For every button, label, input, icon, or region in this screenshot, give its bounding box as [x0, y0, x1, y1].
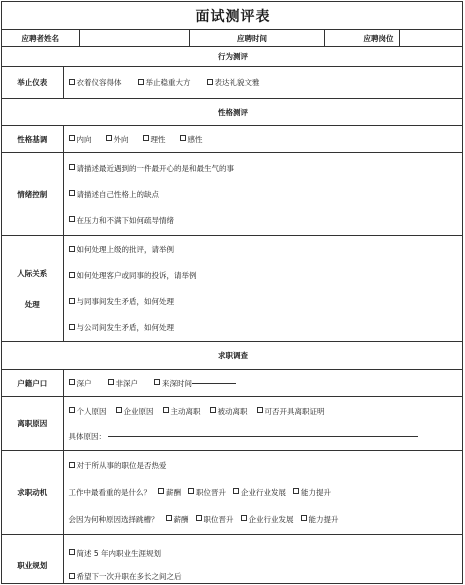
manner-content — [63, 67, 463, 99]
option-label: 表达礼貌文雅 — [214, 78, 260, 87]
residence-option[interactable] — [154, 378, 236, 389]
question-text: 简述 5 年内职业生涯规划 — [76, 548, 162, 558]
leaving-option[interactable] — [257, 406, 325, 417]
question-text: 请描述自己性格上的缺点 — [76, 189, 159, 199]
emotion-question[interactable] — [69, 189, 462, 200]
section-behavior: 行为测评 — [2, 47, 463, 67]
emotion-label: 情绪控制 — [2, 153, 63, 236]
checkbox-icon — [69, 462, 75, 468]
checkbox-icon — [69, 407, 75, 413]
option-label: 企业行业发展 — [248, 514, 294, 524]
checkbox-icon — [301, 515, 307, 521]
option-label: 企业原因 — [123, 406, 154, 416]
career-content — [63, 535, 463, 585]
option-label: 薪酬 — [173, 514, 189, 524]
question-text: 会因为何种原因选择跳槽？ — [68, 514, 159, 524]
checkbox-icon — [188, 488, 194, 494]
checkbox-icon — [106, 135, 112, 141]
leaving-label: 离职原因 — [2, 397, 63, 451]
checkbox-icon — [69, 272, 75, 278]
relations-question[interactable] — [69, 244, 462, 255]
checkbox-icon — [293, 488, 299, 494]
emotion-content — [63, 153, 463, 236]
relations-question[interactable] — [69, 270, 462, 281]
question-text: 与公司间发生矛盾，如何处理 — [76, 323, 174, 332]
detail-reason-blank[interactable] — [108, 436, 418, 437]
checkbox-icon — [69, 79, 75, 85]
leaving-content — [63, 397, 463, 451]
checkbox-icon — [180, 135, 186, 141]
form-table — [2, 2, 463, 584]
checkbox-icon — [69, 379, 75, 385]
option-label: 企业行业发展 — [241, 487, 286, 497]
option-label: 内向 — [76, 134, 92, 144]
relations-question[interactable] — [69, 322, 462, 333]
question-text: 如何处理客户或同事的投诉，请举例 — [76, 271, 197, 280]
option-label: 感性 — [187, 134, 203, 144]
checkbox-icon — [69, 135, 75, 141]
checkbox-icon — [138, 79, 144, 85]
question-text: 工作中最看重的是什么？ — [68, 487, 151, 497]
option-label: 理性 — [150, 134, 166, 144]
option-label: 能力提升 — [301, 487, 331, 497]
relations-question[interactable] — [69, 296, 462, 307]
checkbox-icon — [69, 246, 75, 252]
manner-option[interactable] — [207, 77, 260, 88]
checkbox-icon — [166, 515, 172, 521]
interview-time-field[interactable] — [324, 30, 399, 47]
manner-option[interactable] — [69, 77, 122, 88]
motivation-label: 求职动机 — [2, 451, 63, 535]
question-text: 请描述最近遇到的一件最开心的是和最生气的事 — [76, 163, 234, 173]
career-question[interactable] — [69, 548, 462, 559]
option-label: 职位晋升 — [196, 487, 226, 497]
option-label: 个人原因 — [76, 406, 107, 416]
option-label: 来深时间 — [162, 378, 192, 388]
residence-content — [63, 370, 463, 397]
leaving-option[interactable] — [163, 406, 201, 417]
question-text: 希望下一次升职在多长之间之后 — [76, 572, 182, 582]
section-job: 求职调查 — [2, 342, 463, 370]
arrival-time-blank[interactable] — [192, 383, 236, 384]
applicant-name-field[interactable] — [79, 30, 189, 47]
option-label: 可否开具离职证明 — [264, 406, 325, 416]
emotion-question[interactable] — [69, 163, 462, 174]
checkbox-icon — [69, 164, 75, 170]
factor-option[interactable] — [293, 487, 331, 498]
relations-label-line2: 处理 — [24, 299, 40, 309]
option-label: 举止稳重大方 — [145, 78, 191, 87]
checkbox-icon — [163, 407, 169, 413]
leaving-option[interactable] — [116, 406, 154, 417]
checkbox-icon — [69, 298, 75, 304]
checkbox-icon — [241, 515, 247, 521]
relations-label-line1: 人际关系 — [17, 268, 48, 278]
relations-content — [63, 236, 463, 342]
factor-option[interactable] — [301, 514, 339, 525]
option-label: 主动离职 — [170, 406, 201, 416]
temperament-content — [63, 126, 463, 153]
evaluation-form — [1, 1, 463, 584]
factor-option[interactable] — [158, 487, 181, 498]
checkbox-icon — [108, 379, 114, 385]
position-field[interactable] — [399, 30, 463, 47]
leaving-option[interactable] — [210, 406, 248, 417]
checkbox-icon — [116, 407, 122, 413]
checkbox-icon — [207, 79, 213, 85]
factor-option[interactable] — [233, 487, 286, 498]
checkbox-icon — [143, 135, 149, 141]
temperament-label: 性格基调 — [2, 126, 63, 153]
question-text: 对于所从事的职位是否热爱 — [76, 461, 167, 470]
question-text: 在压力和不满下如何疏导情绪 — [76, 215, 174, 225]
motivation-question[interactable] — [69, 460, 462, 471]
residence-option[interactable] — [108, 378, 139, 389]
relations-label — [2, 236, 63, 342]
temperament-option[interactable] — [180, 134, 203, 145]
temperament-option[interactable] — [106, 134, 129, 145]
manner-option[interactable] — [138, 77, 191, 88]
motivation-content — [63, 451, 463, 535]
factor-option[interactable] — [241, 514, 294, 525]
temperament-option[interactable] — [143, 134, 166, 145]
checkbox-icon — [69, 216, 75, 222]
career-question[interactable] — [69, 571, 462, 582]
temperament-option[interactable] — [69, 134, 92, 145]
applicant-name-label: 应聘者姓名 — [2, 30, 79, 47]
residence-label: 户籍户口 — [2, 370, 63, 397]
checkbox-icon — [257, 407, 263, 413]
option-label: 职位晋升 — [203, 514, 234, 524]
checkbox-icon — [69, 549, 75, 555]
checkbox-icon — [154, 379, 160, 385]
interview-time-label: 应聘时间 — [234, 30, 324, 47]
career-label: 职业规划 — [2, 535, 63, 585]
factor-option[interactable] — [196, 514, 234, 525]
detail-reason-label: 具体原因： — [68, 431, 106, 441]
option-label: 被动离职 — [217, 406, 248, 416]
checkbox-icon — [158, 488, 164, 494]
leaving-option[interactable] — [69, 406, 107, 417]
checkbox-icon — [210, 407, 216, 413]
residence-option[interactable] — [69, 378, 92, 389]
emotion-question[interactable] — [69, 215, 462, 226]
checkbox-icon — [196, 515, 202, 521]
option-label: 外向 — [113, 134, 129, 144]
option-label: 非深户 — [115, 378, 138, 388]
factor-option[interactable] — [188, 487, 226, 498]
option-label: 能力提升 — [308, 514, 339, 524]
option-label: 衣着仪容得体 — [76, 78, 122, 87]
checkbox-icon — [69, 190, 75, 196]
checkbox-icon — [69, 573, 75, 579]
question-text: 如何处理上级的批评，请举例 — [76, 245, 174, 254]
position-label: 应聘岗位 — [363, 34, 394, 43]
checkbox-icon — [233, 488, 239, 494]
time-label-spacer — [189, 30, 234, 47]
factor-option[interactable] — [166, 514, 189, 525]
section-personality: 性格测评 — [2, 99, 463, 126]
option-label: 薪酬 — [166, 487, 181, 497]
checkbox-icon — [69, 324, 75, 330]
question-text: 与同事间发生矛盾，如何处理 — [76, 297, 174, 306]
manner-label: 举止仪表 — [2, 67, 63, 99]
form-title: 面试测评表 — [2, 2, 463, 30]
option-label: 深户 — [76, 378, 92, 388]
